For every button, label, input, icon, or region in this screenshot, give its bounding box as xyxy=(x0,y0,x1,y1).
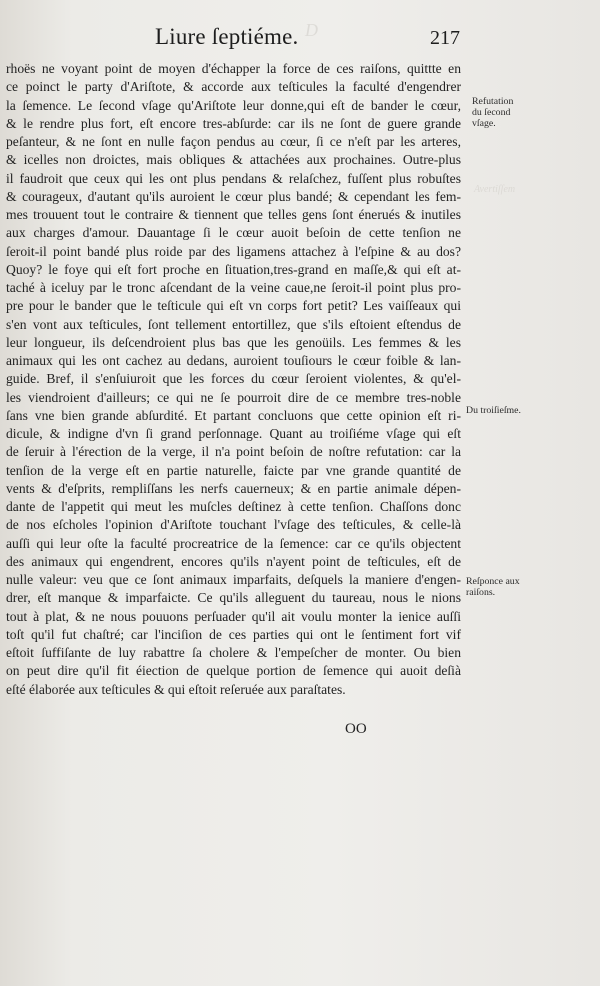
text-line: & le rendre plus fort, eſt encore tres-abſurde: car ils ne ſont de guere grande xyxy=(6,115,461,131)
running-title: Liure ſeptiéme. xyxy=(155,24,299,49)
text-line: auſſi qui leur oſte la faculté procreatrice de la ſemence: car ce qu'ils objectent xyxy=(6,535,461,551)
text-line: pre pour le bander que le teſticule qui eſt vn corps fort petit? Les vaiſſeaux qui xyxy=(6,298,461,314)
text-line: guide. Bref, il s'enſuiuroit que les forces du cœur ſeroient violentes, & qu'el- xyxy=(6,371,461,387)
text-line: animaux qui les ont cachez au dedans, auroient touſiours le cœur foible & lan- xyxy=(6,353,461,368)
text-line: aux charges d'amour. Dauantage ſi le cœur auoit beſoin de cette tenſion ne xyxy=(6,225,461,241)
text-line: on peut dire qu'il fit éiection de quelque portion de ſemence qui auoit deſià xyxy=(6,663,461,679)
text-line: des animaux qui engendrent, encores qu'ils n'ayent point de teſticules, eſt de xyxy=(6,553,461,569)
text-line: taché à iceluy par le tronc aſcendant de la veine caue,ne ſeroit-il point plus pro- xyxy=(6,280,461,295)
text-line: leur longueur, ils deſcendroient plus bas que les genoüils. Les femmes & les xyxy=(6,334,461,350)
bleed-through-mark: D xyxy=(305,20,318,40)
text-line: tenſion de la verge eſt en partie naturelle, faicte par vne grande quantité de xyxy=(6,462,461,478)
text-line: rhoës ne voyant point de moyen d'échapper la force de ces raiſons, quittte en xyxy=(6,61,461,76)
text-line: peſanteur, & ne ſont en nulle façon pendus au cœur, ſi ce n'eſt par les arteres, xyxy=(6,134,461,149)
text-line: s'en vont aux teſticules, ſont tellement entortillez, que s'ils eſtoient eſtendus de xyxy=(6,316,461,332)
text-line: eſté élaborée aux teſticules & qui eſtoit reſeruée aux paraſtates. xyxy=(6,681,346,697)
margin-note-refutation: Refutation du ſecond vſage. xyxy=(472,96,514,129)
text-line: ſans vne bien grande abſurdité. Et partant concluons que cette opinion eſt ri- xyxy=(6,407,461,423)
text-line: dante de l'appetit qui meut les muſcles deſtinez à cette tenſion. Chaſſons donc xyxy=(6,499,461,514)
text-line: eſtoit ſuffiſante de luy rabattre ſa cholere & l'empeſcher de monter. Ou bien xyxy=(6,645,461,660)
page-number: 217 xyxy=(430,27,460,49)
text-line: nulle valeur: veu que ce ſont animaux imparfaits, deſquels la maniere d'engen- xyxy=(6,572,461,587)
text-line: Quoy? le foye qui eſt fort proche en ſituation,tres-grand en maſſe,& qui eſt at- xyxy=(6,261,461,277)
text-line: dicule, & indigne d'vn ſi grand perſonnage. Quant au troiſiéme vſage qui eſt xyxy=(6,426,461,441)
text-line: de ſeruir à l'érection de la verge, il n'a point beſoin de noſtre refutation: car la xyxy=(6,444,461,460)
text-line: vents & d'eſprits, rempliſſans les nerfs cauerneux; & en partie animale dépen- xyxy=(6,480,461,496)
text-line: drer, eſt manque & imparfaicte. Ce qu'ils alleguent du taureau, nous le nions xyxy=(6,590,461,606)
margin-note-responce: Reſponce aux raiſons. xyxy=(466,576,520,598)
text-line: ce poinct le party d'Ariſtote, & accorde aux teſticules la faculté d'engendrer xyxy=(6,79,461,95)
text-line: mes trouuent tout le contraire & tiennent que telles gens ſont énerués & inutiles xyxy=(6,207,461,222)
text-line: tout à plat, & ne nous pouuons perſuader qu'il ait voulu monter la ienice auſſi xyxy=(6,608,461,624)
text-line: la ſemence. Le ſecond vſage qu'Ariſtote leur donne,qui eſt de bander le cœur, xyxy=(6,97,461,113)
text-line: & icelles non droictes, mais obliques & attachées aux prochaines. Outre-plus xyxy=(6,152,461,168)
main-text-block xyxy=(6,60,461,699)
text-line: les viendroient d'ailleurs; ce qui ne ſe pourroit dire de ce membre tres-noble xyxy=(6,389,461,405)
signature-mark: OO xyxy=(345,721,367,737)
bleed-through-mark: Avertiſſem xyxy=(474,184,516,195)
text-line: il faudroit que ceux qui les ont plus pendans & relaſchez, fuſſent plus robuſtes xyxy=(6,170,461,186)
text-line: ſeroit-il point bandé plus roide par des ligamens attachez à l'eſpine & au dos? xyxy=(6,243,461,259)
margin-note-troisiesme: Du troiſieſme. xyxy=(466,405,521,416)
text-line: toſt qu'il fut chaſtré; car l'inciſion de ces parties qui ont le ſentiment fort vif xyxy=(6,626,461,642)
text-line: de nos eſcholes l'opinion d'Ariſtote touchant l'vſage des teſticules, & celle-là xyxy=(6,517,461,533)
text-line: & courageux, d'autant qu'ils auroient le cœur plus bandé; & cependant les fem- xyxy=(6,188,461,204)
